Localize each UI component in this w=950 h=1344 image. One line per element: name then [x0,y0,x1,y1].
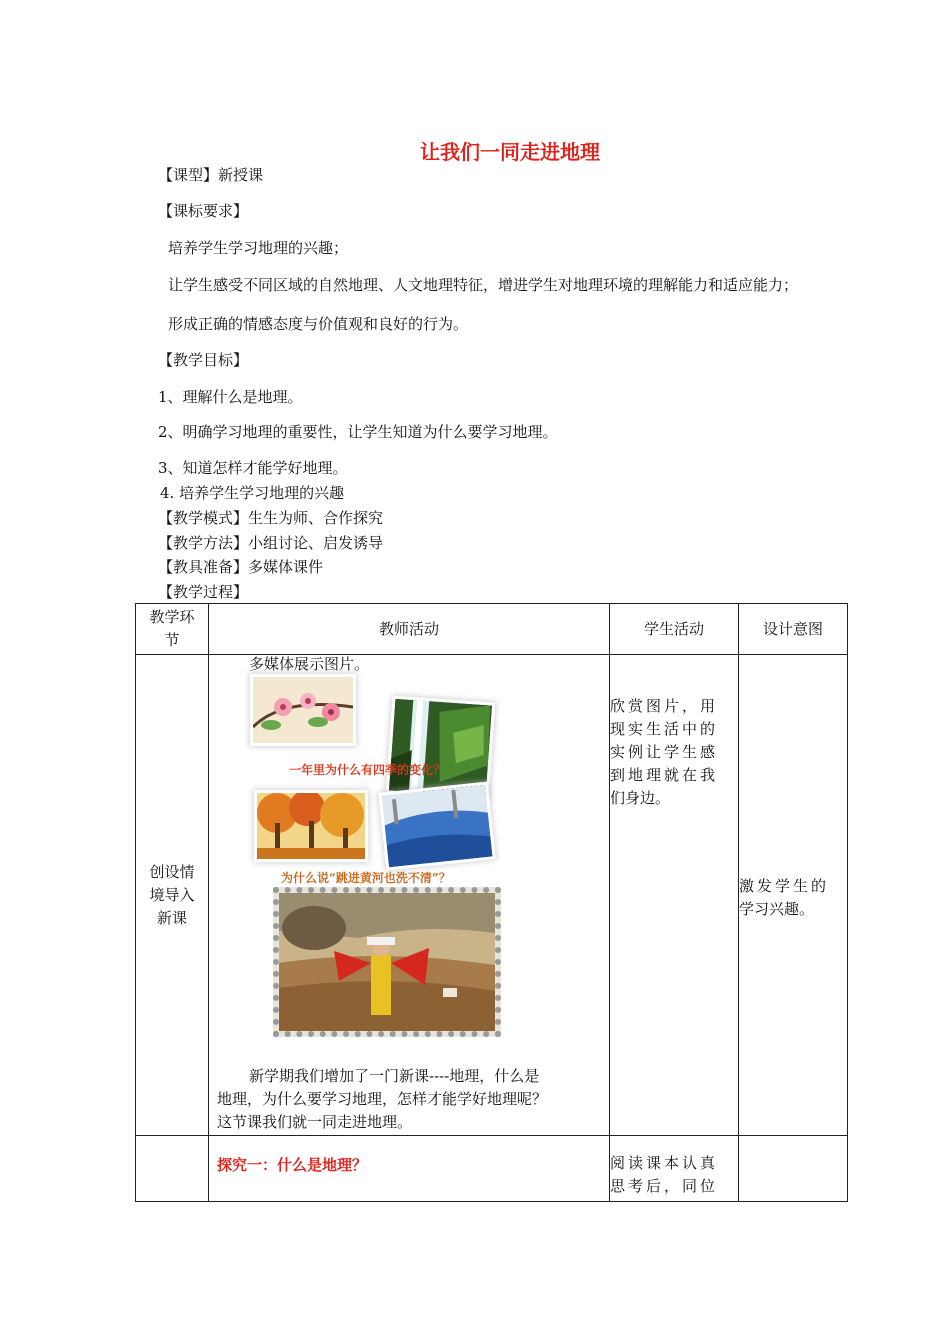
objective-item: 4. 培养学生学习地理的兴趣 [160,484,345,502]
student-line: 到地理就在我 [610,766,719,784]
seasons-caption: 一年里为什么有四季的变化？ [289,763,446,777]
student-line: 欣赏图片，用 [610,697,719,715]
yellow-river-caption: 为什么说“跳进黄河也洗不清”？ [281,871,451,885]
header-stage [136,604,209,655]
header-intent: 设计意图 [739,604,848,655]
explore-heading: 探究一：什么是地理？ [217,1156,368,1174]
stage-cell [136,655,209,1136]
student-line: 实例让学生感 [610,743,719,761]
teaching-mode: 【教学模式】生生为师、合作探究 [158,509,384,527]
standard-item: 培养学生学习地理的兴趣； [168,239,349,257]
stage-line: 新课 [156,908,187,927]
header-stage-line: 教学环 [149,608,195,626]
lesson-process-table [135,603,848,1202]
process-heading: 【教学过程】 [158,583,249,601]
table-row [136,655,848,1136]
teaching-method: 【教学方法】小组讨论、启发诱导 [158,534,384,552]
lesson-type: 【课型】新授课 [158,166,264,184]
student-line: 阅读课本认真 [610,1154,719,1172]
stage-cell [136,1136,209,1202]
table-row [136,1136,848,1202]
blossom-photo [253,677,353,743]
page-title: 让我们一同走进地理 [420,140,600,164]
stage-line: 创设情 [149,862,195,881]
waterfall-photo [389,699,492,798]
student-cell [610,1136,739,1202]
teacher-intro: 多媒体展示图片。 [249,655,370,673]
teacher-text-line: 新学期我们增加了一门新课----地理，什么是 [249,1067,540,1085]
intent-line: 学习兴趣。 [739,900,815,918]
standards-heading: 【课标要求】 [158,202,249,220]
table-header-row [136,604,848,655]
objective-item: 3、知道怎样才能学好地理。 [158,459,348,477]
header-stage-line: 节 [164,631,180,649]
student-line: 思考后，同位 [610,1177,719,1195]
stage-line: 境导入 [149,885,195,904]
snow-river-photo [382,785,493,867]
intent-cell [739,655,848,1136]
teacher-text-line: 地理，为什么要学习地理，怎样才能学好地理呢？ [217,1090,548,1108]
student-cell [610,655,739,1136]
teacher-text-line: 这节课我们就一同走进地理。 [217,1113,413,1131]
header-student: 学生活动 [610,604,739,655]
teacher-cell [209,655,610,1136]
teacher-cell [209,1136,610,1202]
student-line: 们身边。 [610,789,671,807]
intent-line: 激发学生的 [739,877,830,895]
standard-item: 让学生感受不同区域的自然地理、人文地理特征，增进学生对地理环境的理解能力和适应能力； [168,276,799,294]
objectives-heading: 【教学目标】 [158,351,249,369]
standard-item: 形成正确的情感态度与价值观和良好的行为。 [168,315,469,333]
intent-cell [739,1136,848,1202]
objective-item: 2、明确学习地理的重要性，让学生知道为什么要学习地理。 [158,423,558,441]
objective-item: 1、理解什么是地理。 [158,388,303,406]
student-line: 现实生活中的 [610,720,719,738]
autumn-photo [257,793,365,859]
yellow-river-photo [273,887,501,1037]
teaching-tools: 【教具准备】多媒体课件 [158,558,324,576]
header-teacher: 教师活动 [209,604,610,655]
